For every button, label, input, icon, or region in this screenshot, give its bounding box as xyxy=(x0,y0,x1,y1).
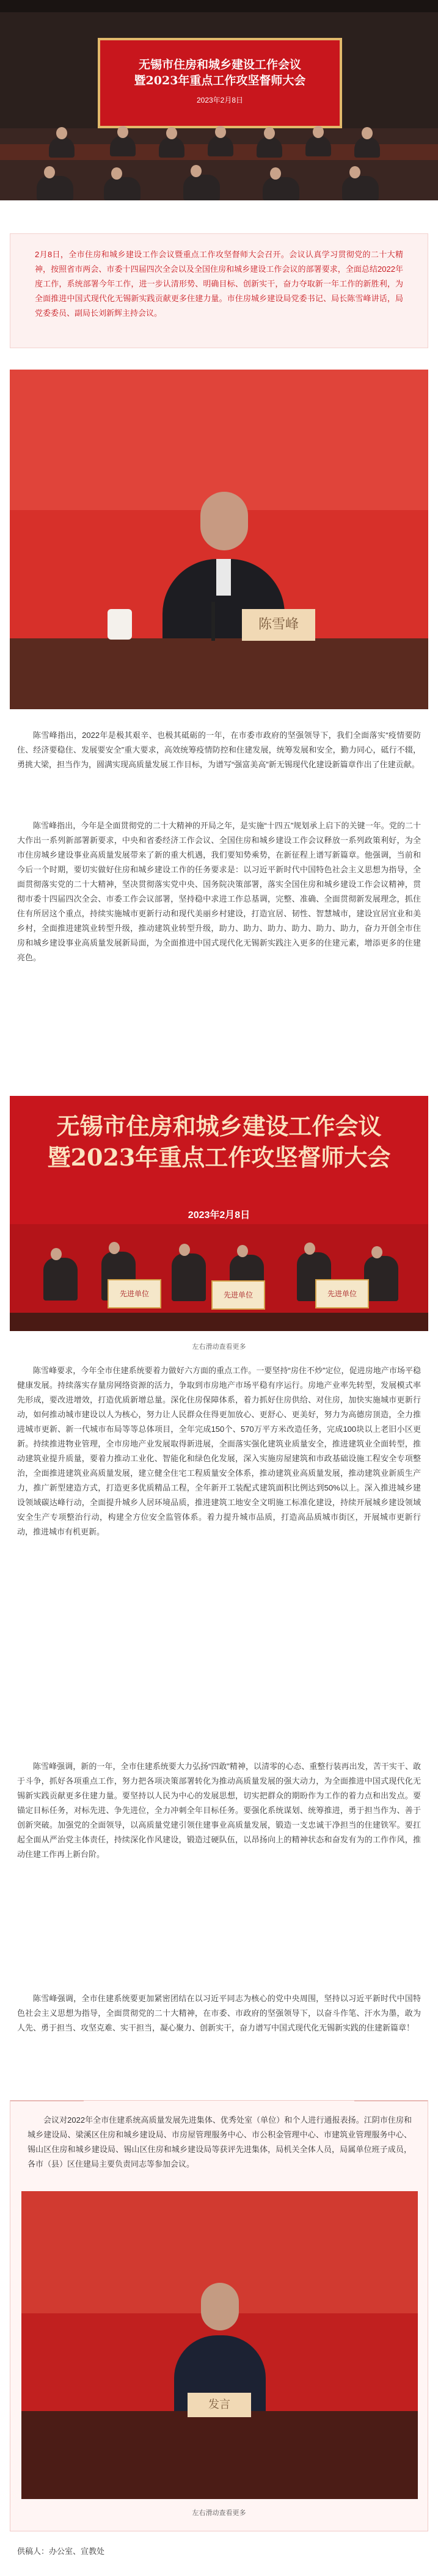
banner-title-line1: 无锡市住房和城乡建设工作会议 xyxy=(56,1112,382,1140)
photo-caption: 左右滑动查看更多 xyxy=(192,1343,246,1351)
meeting-hall-photo xyxy=(0,0,438,200)
paragraph-4: 陈雪峰强调，新的一年，全市住建系统要大力弘扬“四敢”精神，以清零的心态、重整行装再出发，苦干实干、敢于斗争，抓好各项重点工作，努力把各项决策部署转化为推动高质量发展的强大动力，为全面推进中国式现代化无锡新实践贡献更多住建力量。要坚持以人民为中心的发展思想，切实把群众的期盼作为工作的着力点和出发点。要锚定目标任务，对标先进、争先进位，全力冲刺全年目标任务。要强化系统谋划、统筹推进，勇于担当作为、善于创新突破。加强党的全面领导，以高质量党建引领住建事业高质量发展，锻造一支忠诚干净担当的住建铁军。要扛起全面从严治党主体责任，持续深化作风建设，锻造过硬队伍，以昂扬向上的精神状态和奋发有为的工作作风，推动住建工作再上新台阶。 xyxy=(17,1762,421,1859)
commendation-text: 会议对2022年全市住建系统高质量发展先进集体、优秀处室（单位）和个人进行通报表扬。江阴市住房和城乡建设局、梁溪区住房和城乡建设局、市房屋管理服务中心、市公积金管理中心、市建筑业管理服务中心、锡山区住房和城乡建设局、锡山区住房和城乡建设局等获评先进集体，局机关全体人员，局属单位班子成员，各市（县）区住建局主要负责同志等参加会议。 xyxy=(27,2115,412,2169)
banner-date: 2023年2月8日 xyxy=(196,96,244,105)
podium-desk xyxy=(10,638,428,709)
banner-title-line1: 无锡市住房和城乡建设工作会议 xyxy=(138,58,301,71)
speaker-photo xyxy=(10,370,428,709)
award-placard-text: 先进单位 xyxy=(119,1290,149,1298)
banner-date: 2023年2月8日 xyxy=(188,1210,250,1220)
intro-summary-text: 2月8日，全市住房和城乡建设工作会议暨重点工作攻坚督师大会召开。会议认真学习贯彻党的二十大精神，按照省市两会、市委十四届四次全会以及全国住房和城乡建设工作会议的部署要求，全面总结2022年度工作，系统部署今年工作，进一步认清形势、明确目标、创新实干，奋力夺取新一年工作的新胜利，为全面推进中国式现代化无锡新实践贡献更多住建力量。市住房城乡建设局党委书记、局长陈雪峰讲话，局党委委员、副局长刘新辉主持会议。 xyxy=(35,250,403,318)
award-placard xyxy=(108,1279,161,1308)
speaker-nameplate xyxy=(242,609,315,641)
award-placard xyxy=(211,1280,265,1310)
paragraph-1: 陈雪峰指出，2022年是极其艰辛、也极其砥砺的一年，在市委市政府的坚强领导下，我们全面落实“疫情要防住、经济要稳住、发展要安全”重大要求，高效统筹疫情防控和住建发展，统筹发展和安全，勤力同心，砥行不辍，勇挑大梁，担当作为，圆满实现高质量发展工作目标，为谱写“强富美高”新无锡现代化建设新篇章作出了住建贡献。 xyxy=(17,731,421,769)
nameplate-text: 发言 xyxy=(208,2398,230,2411)
banner-title-line2: 暨2023年重点工作攻坚督师大会 xyxy=(134,73,306,87)
speaker-photo-2 xyxy=(21,2191,418,2499)
speaker-nameplate xyxy=(188,2393,251,2417)
stage-banner xyxy=(98,38,342,128)
paragraph-3: 陈雪峰要求，今年全市住建系统要着力做好六方面的重点工作。一要坚持“房住不炒”定位，促进房地产市场平稳健康发展。持续落实存量房网络资源的活力，争取到市房地产市场平稳有序运行。房地产业率先转型，发展模式率先形成，要改进增效，打造优质新增总量。深化住房保障体系，着力抓好住房供给、对住房，加快实施城市更新行动，如何推动城市建设以人为核心，努力让人民群众住得更加放心、更舒心、更美好，努力为高德房顶造，全力推进城市更新、新一代城市布局等等总体项目，全年完成150个、570万平方米改造任务，完成100块以上老旧小区更新。持续推进物业管理，全市房地产业发展取得新进展，全面落实强化建筑业质量安全，推进建筑业全面转型，推动建筑业提升质量，要着力推动工业化、智能化和绿色化发展，深入实施房屋建筑和市政基础设施工程安全专项整治，全面推进建筑业高质量发展，建立健全住宅工程质量安全体系，推动建筑业高质量发展，推动建筑业新质生产力，推广新型建造方式，打造更多优质精品工程，全年新开工装配式建筑面积比例达到50%以上。深入推进城乡建设领域碳达峰行动，全面提升城乡人居环境品质，推进建筑工地安全文明施工标准化建设，持续开展城乡建设领域安全生产专项整治行动，构建全方位安全监管体系。着力提升城市品质，打造高品质城市街区，开展城市更新行动，推进城市有机更新。 xyxy=(17,1366,421,1536)
paragraph-5: 陈雪峰强调，全市住建系统要更加紧密团结在以习近平同志为核心的党中央周围，坚持以习近平新时代中国特色社会主义思想为指导，全面贯彻党的二十大精神，在市委、市政府的坚强领导下，以奋斗作笔、汗水为墨，敢为人先、勇于担当、攻坚克难、实干担当，凝心聚力、创新实干，奋力谱写中国式现代化无锡新实践的住建新篇章！ xyxy=(17,1994,421,2032)
commendation-frame xyxy=(10,2100,428,2531)
microphone xyxy=(211,602,215,641)
photo-caption: 左右滑动查看更多 xyxy=(192,2509,246,2517)
award-placard xyxy=(315,1279,369,1308)
banner-title-line2: 暨2023年重点工作攻坚督师大会 xyxy=(47,1144,391,1172)
intro-summary-box xyxy=(10,233,428,348)
nameplate-text: 陈雪峰 xyxy=(258,617,299,632)
paragraph-2: 陈雪峰指出，今年是全面贯彻党的二十大精神的开局之年，是实施“十四五”规划承上启下的关键一年。党的二十大作出一系列新部署新要求，中央和省委经济工作会议、全国住房和城乡建设工作会议释放一系列政策利好，为全市住房城乡建设事业高质量发展带来了新的重大机遇，我们要知势乘势，在新征程上谱写新篇章。他强调，当前和今后一个时期，要切实做好住房和城乡建设工作的任务要求是：以习近平新时代中国特色社会主义思想为指导，全面贯彻落实党的二十大精神，坚决贯彻落实党中央、国务院决策部署，落实全国住房和城乡建设工作会议精神，贯彻市委十四届四次全会、市委工作会议部署，坚持稳中求进工作总基调，完整、准确、全面贯彻新发展理念，抓住住有所居这个重点，持续实施城市更新行动和现代美丽乡村建设，打造宜居、韧性、智慧城市，建设宜居宜业和美乡村，全面推进建筑业转型升级，推动建筑业转型升级，助力、助力、助力、助力、助力、助力，奋力开创全市住房和城乡建设事业高质量发展新局面，为全面推进中国式现代化无锡新实践注入更多的住建元素，增添更多的住建亮色。 xyxy=(17,821,421,962)
tea-cup-icon xyxy=(108,609,132,640)
award-placard-text: 先进单位 xyxy=(223,1291,253,1299)
award-placard-text: 先进单位 xyxy=(327,1290,357,1298)
author-credit: 供稿人：办公室、宣教处 xyxy=(17,2547,105,2556)
award-ceremony-photo xyxy=(10,1096,428,1331)
